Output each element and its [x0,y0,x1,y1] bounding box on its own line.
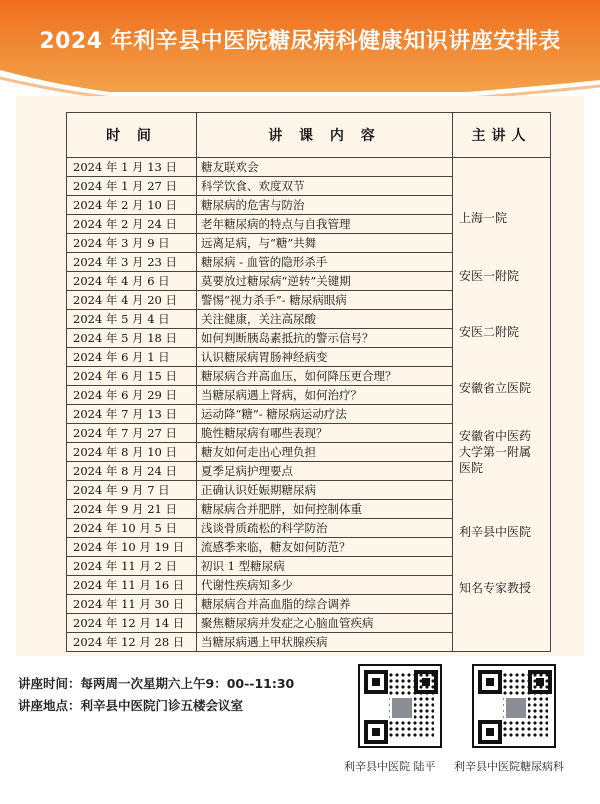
table-header-row [67,113,551,158]
lecture-date: 2024 年 6 月 1 日 [67,348,197,367]
table-row [67,158,551,177]
speaker-name: 安医二附院 [459,325,520,339]
lecture-topic: 认识糖尿病胃肠神经病变 [197,348,453,367]
lecture-date: 2024 年 11 月 30 日 [67,595,197,614]
lecture-topic: 初识 1 型糖尿病 [197,557,453,576]
lecture-date: 2024 年 7 月 27 日 [67,424,197,443]
lecture-topic: 运动降“糖”- 糖尿病运动疗法 [197,405,453,424]
header-banner [0,0,600,92]
lecture-topic: 老年糖尿病的特点与自我管理 [197,215,453,234]
speaker-list-cell [453,158,551,652]
lecture-date: 2024 年 6 月 29 日 [67,386,197,405]
lecture-topic: 浅谈骨质疏松的科学防治 [197,519,453,538]
lecture-date: 2024 年 1 月 13 日 [67,158,197,177]
page-title: 2024 年利辛县中医院糖尿病科健康知识讲座安排表 [39,29,561,54]
lecture-date: 2024 年 12 月 14 日 [67,614,197,633]
lecture-date: 2024 年 2 月 24 日 [67,215,197,234]
speaker-name: 安徽省中医药 [459,429,532,443]
lecture-topic: 莫要放过糖尿病“逆转”关键期 [197,272,453,291]
lecture-topic: 糖尿病合并高血脂的综合调养 [197,595,453,614]
qr-code-icon [358,664,442,748]
schedule-table [66,112,551,652]
speaker-name: 安徽省立医院 [459,381,532,395]
lecture-topic: 如何判断胰岛素抵抗的警示信号？ [197,329,453,348]
lecture-topic: 脆性糖尿病有哪些表现？ [197,424,453,443]
column-header-topic: 讲 课 内 容 [197,113,453,158]
lecture-date: 2024 年 6 月 15 日 [67,367,197,386]
lecture-date: 2024 年 5 月 4 日 [67,310,197,329]
lecture-topic: 糖尿病 - 血管的隐形杀手 [197,253,453,272]
lecture-date: 2024 年 4 月 6 日 [67,272,197,291]
qr-code-icon [472,664,556,748]
lecture-date: 2024 年 8 月 10 日 [67,443,197,462]
lecture-topic: 警惕“视力杀手”- 糖尿病眼病 [197,291,453,310]
lecture-date: 2024 年 10 月 5 日 [67,519,197,538]
lecture-date: 2024 年 1 月 27 日 [67,177,197,196]
lecture-date: 2024 年 7 月 13 日 [67,405,197,424]
lecture-date: 2024 年 8 月 24 日 [67,462,197,481]
speaker-name: 上海一院 [459,211,508,225]
lecture-date: 2024 年 2 月 10 日 [67,196,197,215]
lecture-date: 2024 年 11 月 2 日 [67,557,197,576]
speaker-name: 知名专家教授 [459,581,532,595]
lecture-topic: 聚焦糖尿病并发症之心脑血管疾病 [197,614,453,633]
lecture-topic: 当糖尿病遇上甲状腺疾病 [197,633,453,652]
avatar [504,696,528,720]
lecture-date: 2024 年 10 月 19 日 [67,538,197,557]
lecture-time-text: 讲座时间：每两周一次星期六上午9：00--11:30 [18,676,295,691]
lecture-topic: 正确认识妊娠期糖尿病 [197,481,453,500]
lecture-topic: 糖尿病合并肥胖，如何控制体重 [197,500,453,519]
lecture-date: 2024 年 3 月 9 日 [67,234,197,253]
lecture-place-text: 讲座地点：利辛县中医院门诊五楼会议室 [18,698,244,713]
column-header-speaker: 主讲人 [453,113,551,158]
speaker-name: 安医一附院 [459,269,520,283]
speaker-name: 利辛县中医院 [459,525,532,539]
lecture-date: 2024 年 9 月 7 日 [67,481,197,500]
lecture-date: 2024 年 5 月 18 日 [67,329,197,348]
lecture-date: 2024 年 11 月 16 日 [67,576,197,595]
lecture-date: 2024 年 4 月 20 日 [67,291,197,310]
lecture-topic: 当糖尿病遇上肾病，如何治疗？ [197,386,453,405]
speaker-name: 大学第一附属 [459,445,532,459]
qr-caption-left: 利辛县中医院 陆平 [344,760,436,773]
speaker-name: 医院 [459,461,484,475]
lecture-topic: 流感季来临，糖友如何防范？ [197,538,453,557]
lecture-topic: 糖尿病的危害与防治 [197,196,453,215]
lecture-topic: 远离足病，与“糖”共舞 [197,234,453,253]
column-header-time: 时 间 [67,113,197,158]
lecture-topic: 夏季足病护理要点 [197,462,453,481]
lecture-topic: 糖尿病合并高血压，如何降压更合理？ [197,367,453,386]
lecture-topic: 糖友如何走出心理负担 [197,443,453,462]
lecture-date: 2024 年 3 月 23 日 [67,253,197,272]
lecture-date: 2024 年 9 月 21 日 [67,500,197,519]
lecture-date: 2024 年 12 月 28 日 [67,633,197,652]
qr-caption-right: 利辛县中医院糖尿病科 [454,760,564,773]
lecture-topic: 科学饮食、欢度双节 [197,177,453,196]
lecture-topic: 关注健康，关注高尿酸 [197,310,453,329]
lecture-topic: 代谢性疾病知多少 [197,576,453,595]
lecture-topic: 糖友联欢会 [197,158,453,177]
avatar [390,696,414,720]
